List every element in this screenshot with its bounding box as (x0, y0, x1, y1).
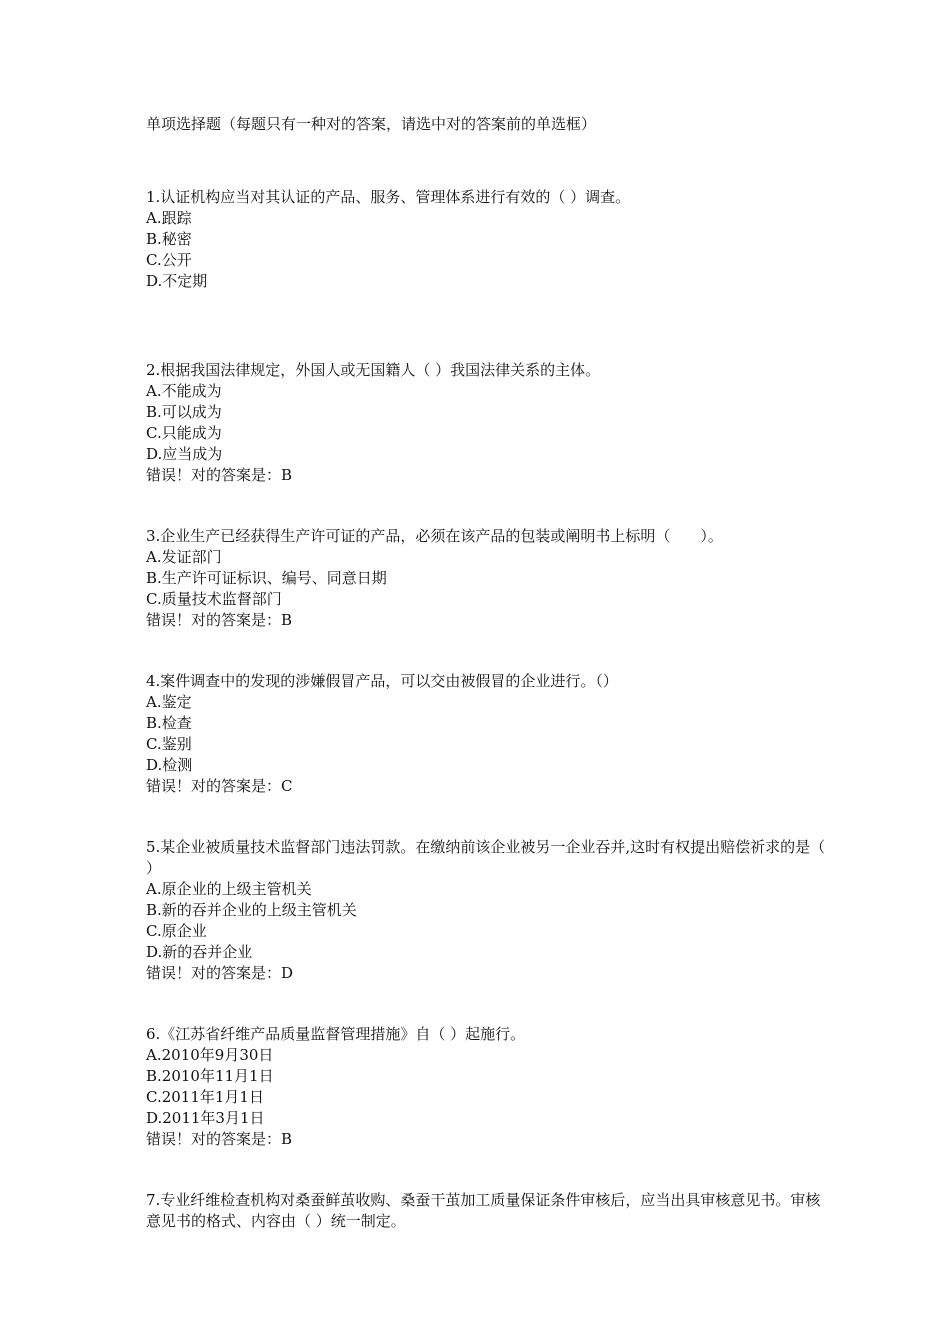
option-b: B.检查 (146, 714, 192, 732)
question-text: 7.专业纤维检查机构对桑蚕鲜茧收购、桑蚕干茧加工质量保证条件审核后，应当出具审核意见书。审核意见书的格式、内容由（ ）统一制定。 (146, 1191, 821, 1230)
option-d: D.新的吞并企业 (146, 943, 253, 961)
option-a: A.跟踪 (146, 209, 192, 227)
option-d: D.不定期 (146, 272, 208, 290)
option-c: C.2011年1月1日 (146, 1088, 264, 1106)
answer-line: 错误！对的答案是：B (146, 611, 293, 629)
option-a: A.原企业的上级主管机关 (146, 880, 312, 898)
option-c: C.鉴别 (146, 735, 192, 753)
answer-line: 错误！对的答案是：C (146, 777, 293, 795)
question-3 (146, 526, 826, 631)
question-text: 2.根据我国法律规定，外国人或无国籍人（ ）我国法律关系的主体。 (146, 361, 601, 379)
option-d: D.2011年3月1日 (146, 1109, 265, 1127)
question-5 (146, 837, 826, 984)
section-heading: 单项选择题（每题只有一种对的答案，请选中对的答案前的单选框） (146, 115, 597, 133)
option-c: C.质量技术监督部门 (146, 590, 282, 608)
answer-line: 错误！对的答案是：B (146, 1130, 293, 1148)
document-page (146, 114, 826, 1232)
answer-line: 错误！对的答案是：D (146, 964, 294, 982)
option-a: A.不能成为 (146, 382, 222, 400)
answer-line: 错误！对的答案是：B (146, 466, 293, 484)
question-text: 5.某企业被质量技术监督部门违法罚款。在缴纳前该企业被另一企业吞并,这时有权提出赔偿祈求的是（ ） (146, 838, 826, 877)
option-a: A.鉴定 (146, 693, 192, 711)
option-b: B.生产许可证标识、编号、同意日期 (146, 569, 387, 587)
question-text: 4.案件调查中的发现的涉嫌假冒产品，可以交由被假冒的企业进行。（） (146, 672, 618, 690)
option-b: B.秘密 (146, 230, 192, 248)
option-c: C.只能成为 (146, 424, 222, 442)
question-4 (146, 671, 826, 797)
option-d: D.应当成为 (146, 445, 223, 463)
question-2 (146, 360, 826, 486)
option-c: C.公开 (146, 251, 192, 269)
question-7 (146, 1190, 826, 1232)
option-b: B.可以成为 (146, 403, 222, 421)
option-a: A.发证部门 (146, 548, 222, 566)
option-b: B.新的吞并企业的上级主管机关 (146, 901, 357, 919)
question-text: 6.《江苏省纤维产品质量监督管理措施》自（ ）起施行。 (146, 1025, 526, 1043)
question-6 (146, 1024, 826, 1150)
option-c: C.原企业 (146, 922, 207, 940)
option-d: D.检测 (146, 756, 193, 774)
option-a: A.2010年9月30日 (146, 1046, 274, 1064)
option-b: B.2010年11月1日 (146, 1067, 274, 1085)
question-text: 3.企业生产已经获得生产许可证的产品，必须在该产品的包装或阐明书上标明（ ）。 (146, 527, 723, 545)
question-1 (146, 187, 826, 292)
question-text: 1.认证机构应当对其认证的产品、服务、管理体系进行有效的（ ）调查。 (146, 188, 631, 206)
